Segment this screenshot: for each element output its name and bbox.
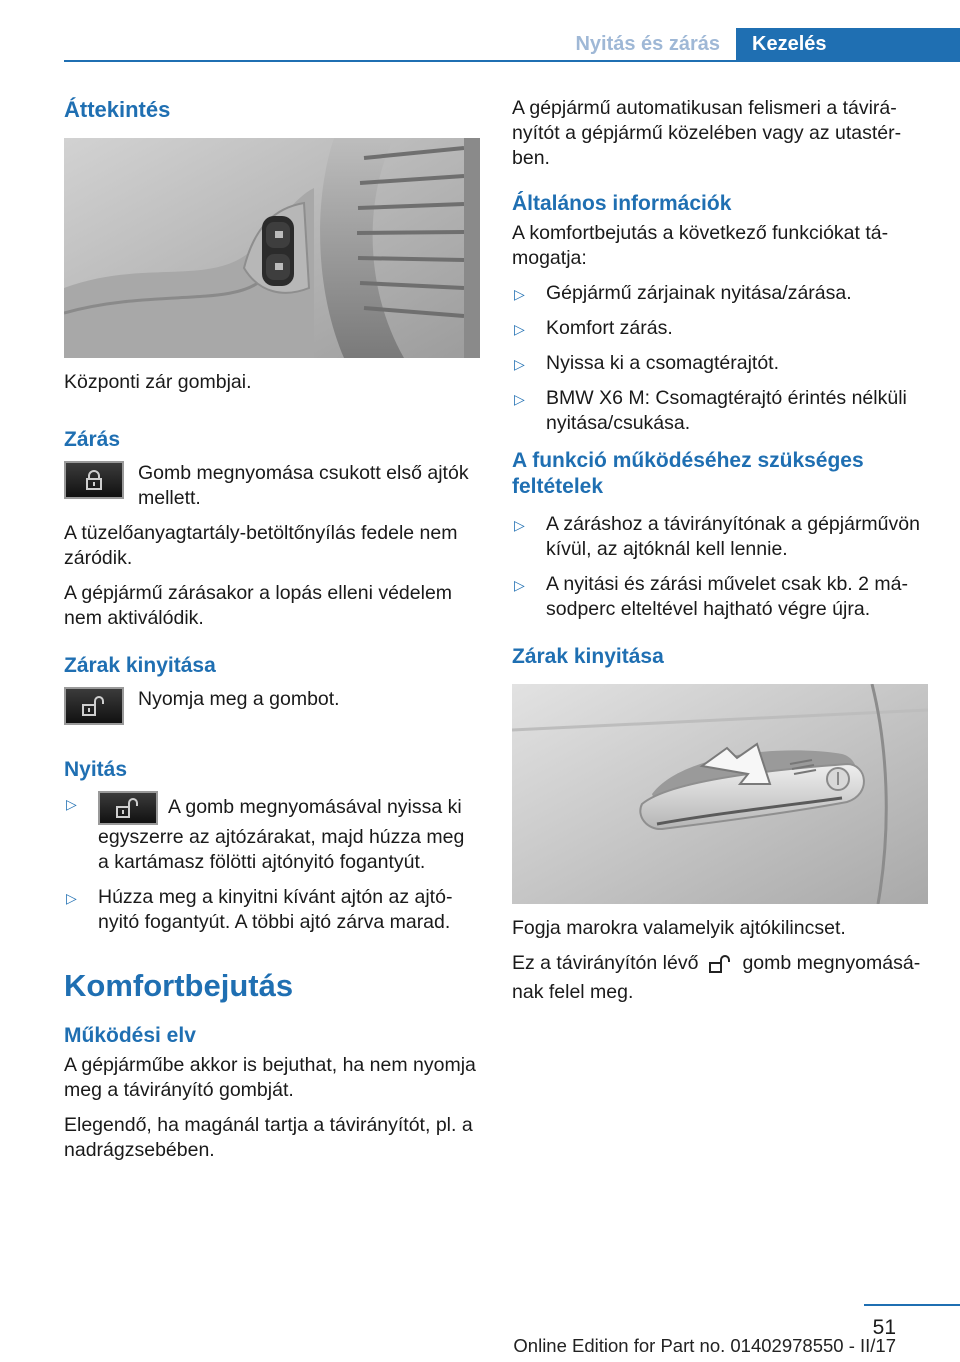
requirements-title: A funkció működéséhez szükséges feltételek xyxy=(512,449,864,498)
unlock-remote-text-after: gomb megnyomásának felel meg. xyxy=(512,952,921,1003)
list-item xyxy=(512,351,928,376)
locking-title: Zárás xyxy=(64,428,121,451)
header-rule xyxy=(64,60,960,62)
header-section-tab: Kezelés xyxy=(736,28,960,60)
opening-list xyxy=(64,791,480,935)
principle-paragraph-2: Elegendő, ha magánál tartja a távirányítót, pl. a nadrágzsebében. xyxy=(64,1114,473,1161)
locking-paragraph-2: A gépjármű zárásakor a lopás elleni védelem nem aktiválódik. xyxy=(64,582,453,629)
general-info-title: Általános információk xyxy=(512,192,732,215)
unlock-button-text: Nyomja meg a gombot. xyxy=(138,688,340,710)
footer-rule xyxy=(864,1304,960,1306)
general-item-2: Komfort zárás. xyxy=(546,317,673,339)
triangle-bullet-icon: ▷ xyxy=(66,796,77,812)
unlock-button-row xyxy=(64,687,480,725)
general-item-1: Gépjármű zárjainak nyitása/zárása. xyxy=(546,282,852,304)
general-item-4: BMW X6 M: Csomagtérajtó érintés nélküli nyitása/csukása. xyxy=(546,387,907,434)
list-item xyxy=(512,386,928,436)
list-item xyxy=(512,316,928,341)
lock-open-icon xyxy=(64,687,124,725)
triangle-bullet-icon: ▷ xyxy=(514,286,525,302)
triangle-bullet-icon: ▷ xyxy=(514,577,525,593)
general-item-3: Nyissa ki a csomagtérajtót. xyxy=(546,352,780,374)
requirements-list xyxy=(512,512,928,622)
door-handle-photo xyxy=(512,684,928,904)
page-number: 51 xyxy=(872,1316,896,1339)
lock-button-text: Gomb megnyomása csukott első ajtók mellett. xyxy=(138,462,469,509)
right-column xyxy=(512,96,928,1015)
general-info-list xyxy=(512,281,928,436)
left-column xyxy=(64,96,480,1173)
general-info-paragraph: A komfortbejutás a következő funkciókat támogatja: xyxy=(512,222,889,269)
requirement-item-2: A nyitási és zárási művelet csak kb. 2 másodperc elteltével hajtható végre újra. xyxy=(546,573,908,620)
lock-button-row xyxy=(64,461,480,511)
unlock-remote-paragraph xyxy=(512,951,928,1005)
triangle-bullet-icon: ▷ xyxy=(514,517,525,533)
central-lock-buttons-photo xyxy=(64,138,480,358)
list-item xyxy=(512,572,928,622)
lock-open-icon xyxy=(98,791,158,825)
overview-caption: Központi zár gombjai. xyxy=(64,371,252,393)
unlock-title: Zárak kinyitása xyxy=(64,654,216,677)
unlock-title-right: Zárak kinyitása xyxy=(512,645,664,668)
triangle-bullet-icon: ▷ xyxy=(514,356,525,372)
triangle-bullet-icon: ▷ xyxy=(514,391,525,407)
list-item xyxy=(512,512,928,562)
requirement-item-1: A záráshoz a távirányítónak a gépjárművön kívül, az ajtóknál kell lennie. xyxy=(546,513,920,560)
opening-title: Nyitás xyxy=(64,758,128,781)
principle-title: Működési elv xyxy=(64,1024,196,1047)
list-item xyxy=(64,791,480,875)
comfort-access-title: Komfortbejutás xyxy=(64,968,294,1003)
header-subsection: Nyitás és zárás xyxy=(575,33,720,55)
opening-item-1: A gomb megnyomásával nyissa ki egyszerre az ajtózárakat, majd húzza meg a kartámasz fölötti ajtónyitó fogantyút. xyxy=(98,796,465,873)
opening-item-2: Húzza meg a kinyitni kívánt ajtón az ajtónyitó fogantyút. A többi ajtó zárva marad. xyxy=(98,886,453,933)
triangle-bullet-icon: ▷ xyxy=(66,890,77,906)
unlock-remote-text-before: Ez a távirányítón lévő xyxy=(512,952,699,974)
edition-note: Online Edition for Part no. 01402978550 - II/17 xyxy=(513,1335,896,1356)
list-item xyxy=(512,281,928,306)
lock-open-icon xyxy=(708,955,732,980)
overview-title: Áttekintés xyxy=(64,97,171,122)
intro-paragraph: A gépjármű automatikusan felismeri a távirányítót a gépjármű közelében vagy az utastérben. xyxy=(512,97,902,169)
locking-paragraph-1: A tüzelőanyagtartály-betöltőnyílás fedele nem záródik. xyxy=(64,522,458,569)
principle-paragraph-1: A gépjárműbe akkor is bejuthat, ha nem nyomja meg a távirányító gombját. xyxy=(64,1054,476,1101)
unlock-caption: Fogja marokra valamelyik ajtókilincset. xyxy=(512,917,846,939)
list-item xyxy=(64,885,480,935)
lock-closed-icon xyxy=(64,461,124,499)
triangle-bullet-icon: ▷ xyxy=(514,321,525,337)
